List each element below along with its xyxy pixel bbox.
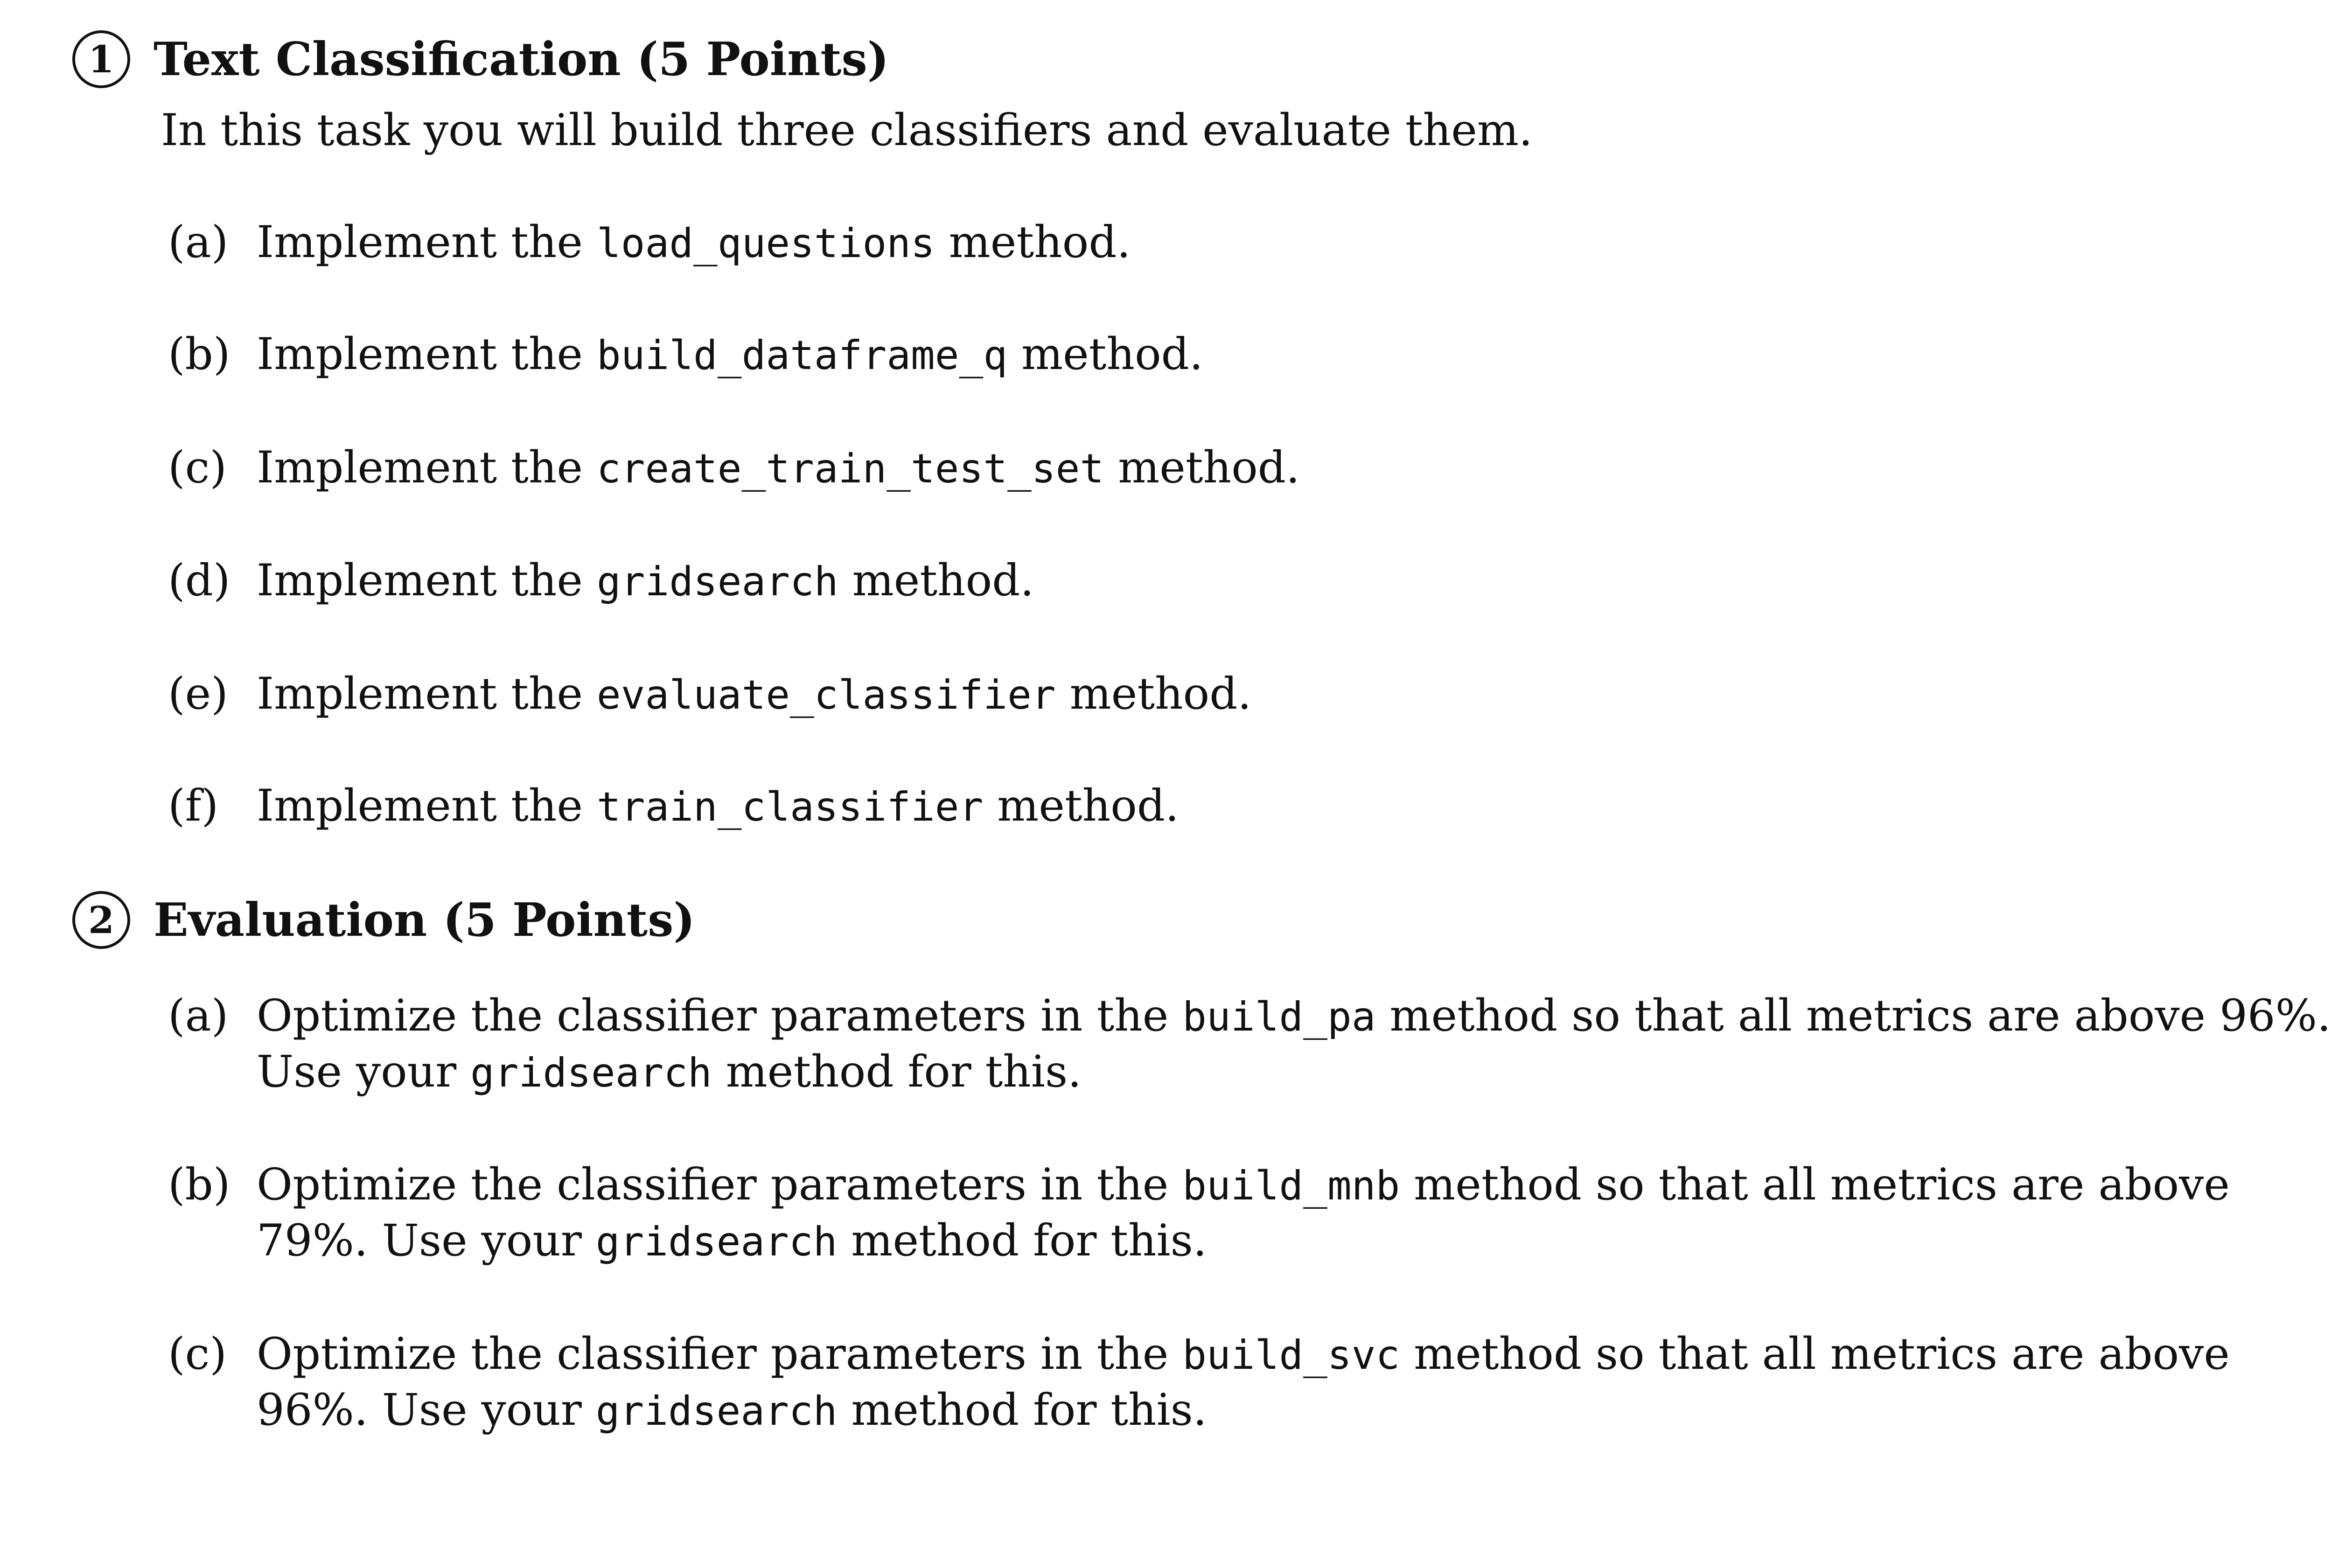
item-label: (e): [168, 669, 228, 719]
item-text-post: method so that all metrics are above 96%.: [1375, 990, 2331, 1041]
item-label: (c): [168, 442, 227, 493]
item-text-pre: Implement the: [257, 217, 597, 268]
item-text: [257, 778, 2123, 834]
item-text-post: method.: [838, 555, 1034, 606]
item-text: [257, 327, 2123, 383]
item-text: [257, 988, 2331, 1100]
method-name-code: train_classifier: [596, 784, 984, 830]
item-text-pre: Use your: [257, 1046, 471, 1097]
item-label: (a): [168, 990, 229, 1041]
method-name-code: gridsearch: [595, 1388, 837, 1435]
section-1-intro: In this task you will build three classifiers and evaluate them.: [161, 105, 1533, 156]
item-text-pre: Implement the: [257, 329, 597, 380]
item-text: [257, 1157, 2230, 1269]
item-text: [257, 666, 2123, 722]
item-text-post: method for this.: [837, 1215, 1207, 1266]
item-text-post: method so that all metrics are above: [1400, 1329, 2230, 1380]
method-name-code: create_train_test_set: [596, 446, 1104, 492]
method-name-code: build_mnb: [1182, 1163, 1400, 1209]
item-text: [257, 553, 2123, 609]
item-label: (b): [168, 329, 230, 380]
item-label: (c): [168, 1329, 227, 1380]
item-text-pre: Implement the: [257, 781, 597, 831]
section-2-number: 2: [72, 891, 130, 949]
item-text-pre: 79%. Use your: [257, 1215, 596, 1266]
method-name-code: evaluate_classifier: [596, 672, 1056, 718]
method-name-code: build_svc: [1182, 1332, 1400, 1379]
item-text-post: method for this.: [712, 1046, 1082, 1097]
item-label: (d): [168, 555, 230, 606]
section-1-title: Text Classification (5 Points): [154, 32, 889, 86]
item-text: [257, 1326, 2230, 1438]
method-name-code: build_dataframe_q: [596, 332, 1008, 379]
item-text-pre: Optimize the classifier parameters in the: [257, 990, 1183, 1041]
section-2-heading: [72, 890, 695, 950]
item-text: [257, 440, 2123, 496]
item-text-pre: Optimize the classifier parameters in the: [257, 1329, 1183, 1380]
item-text-post: method.: [1055, 669, 1252, 719]
item-label: (b): [168, 1159, 230, 1210]
method-name-code: gridsearch: [596, 558, 838, 605]
method-name-code: gridsearch: [470, 1050, 712, 1096]
item-text-post: method.: [1104, 442, 1300, 493]
item-label: (a): [168, 217, 229, 268]
item-text-pre: 96%. Use your: [257, 1385, 596, 1436]
item-text-pre: Implement the: [257, 555, 597, 606]
item-text-post: method so that all metrics are above: [1400, 1159, 2230, 1210]
section-2-title: Evaluation (5 Points): [154, 893, 695, 947]
section-1-heading: [72, 29, 889, 90]
method-name-code: gridsearch: [595, 1219, 837, 1265]
method-name-code: load_questions: [596, 220, 935, 267]
item-text-post: method.: [1007, 329, 1203, 380]
item-text-pre: Implement the: [257, 669, 597, 719]
item-label: (f): [168, 781, 219, 831]
method-name-code: build_pa: [1182, 994, 1376, 1040]
item-text: [257, 215, 2123, 271]
item-text-post: method for this.: [837, 1385, 1207, 1436]
item-text-post: method.: [935, 217, 1131, 268]
item-text-pre: Optimize the classifier parameters in the: [257, 1159, 1183, 1210]
section-1-number: 1: [72, 30, 130, 88]
item-text-post: method.: [983, 781, 1179, 831]
item-text-pre: Implement the: [257, 442, 597, 493]
